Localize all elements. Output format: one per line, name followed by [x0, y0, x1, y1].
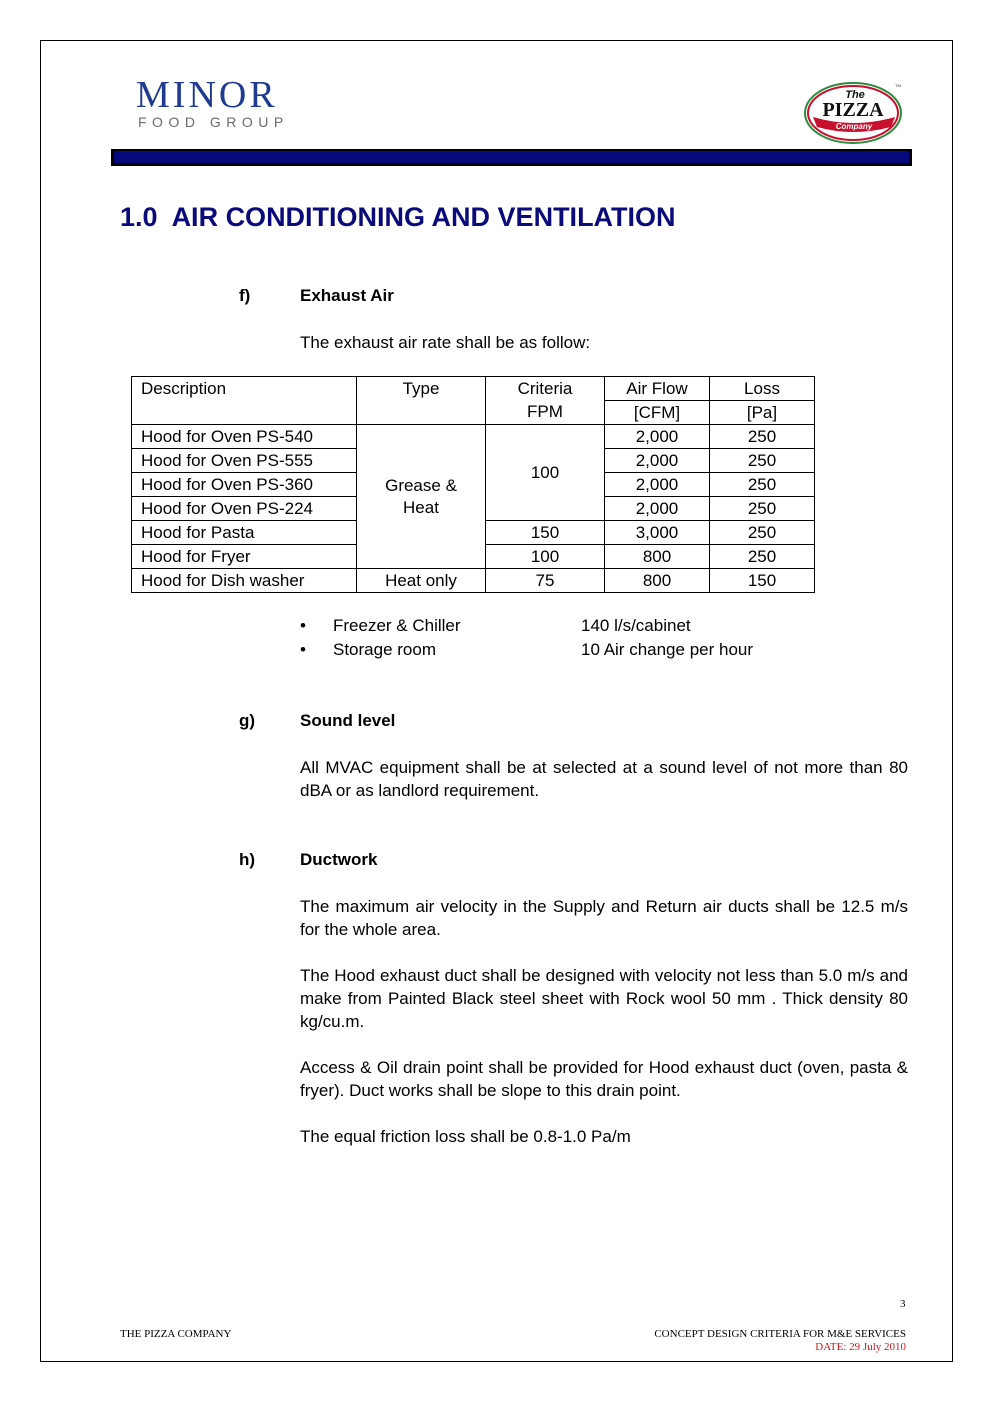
page-border — [40, 40, 953, 1362]
cell-description: Hood for Pasta — [132, 521, 357, 545]
cell-criteria-merged: 100 — [486, 425, 605, 521]
bullet-value: 140 l/s/cabinet — [581, 616, 691, 635]
ductwork-paragraph-3: Access & Oil drain point shall be provided for Hood exhaust duct (oven, pasta & fryer). Duct works shall be slope to this drain point. — [300, 1058, 908, 1100]
header-airflow-unit: [CFM] — [605, 401, 710, 425]
cell-airflow: 800 — [605, 569, 710, 593]
cell-loss: 250 — [710, 545, 815, 569]
cell-criteria: 150 — [486, 521, 605, 545]
ductwork-paragraph-1: The maximum air velocity in the Supply and Return air ducts shall be 12.5 m/s for the whole area. — [300, 897, 908, 939]
exhaust-intro-text: The exhaust air rate shall be as follow: — [300, 333, 591, 352]
header-description-blank — [132, 401, 357, 425]
section-title-text: AIR CONDITIONING AND VENTILATION — [171, 202, 676, 232]
type-line-2: Heat — [403, 497, 439, 517]
cell-airflow: 2,000 — [605, 425, 710, 449]
exhaust-bullet-list — [300, 616, 820, 664]
section-title — [120, 202, 676, 233]
table-header-row-units — [132, 401, 815, 425]
cell-description: Hood for Oven PS-540 — [132, 425, 357, 449]
item-g-letter: g) — [239, 711, 256, 730]
item-h-letter: h) — [239, 850, 256, 869]
cell-description: Hood for Fryer — [132, 545, 357, 569]
ductwork-paragraph-2: The Hood exhaust duct shall be designed with velocity not less than 5.0 m/s and make from Painted Black steel sheet with Rock wool 50 mm . Thick density 80 kg/cu.m. — [300, 966, 908, 1031]
minor-food-group-logo — [136, 76, 289, 130]
pizza-logo-the: The — [845, 89, 865, 101]
list-item — [300, 616, 820, 640]
header-type: Type — [357, 377, 486, 401]
cell-airflow: 800 — [605, 545, 710, 569]
header-description: Description — [132, 377, 357, 401]
header-airflow: Air Flow — [605, 377, 710, 401]
cell-description: Hood for Dish washer — [132, 569, 357, 593]
header-criteria: Criteria — [486, 377, 605, 401]
cell-type-merged — [357, 425, 486, 569]
exhaust-air-table — [131, 376, 815, 593]
cell-criteria: 75 — [486, 569, 605, 593]
page-number: 3 — [900, 1298, 906, 1310]
bullet-value: 10 Air change per hour — [581, 640, 754, 659]
footer-date: DATE: 29 July 2010 — [815, 1341, 906, 1353]
cell-loss: 250 — [710, 497, 815, 521]
sound-level-text: All MVAC equipment shall be at selected at a sound level of not more than 80 dBA or as landlord requirement. — [300, 758, 908, 800]
header-type-blank — [357, 401, 486, 425]
item-g-heading: Sound level — [300, 711, 396, 730]
ductwork-paragraph-4: The equal friction loss shall be 0.8-1.0 Pa/m — [300, 1127, 631, 1146]
cell-description: Hood for Oven PS-224 — [132, 497, 357, 521]
cell-loss: 250 — [710, 449, 815, 473]
cell-loss: 250 — [710, 425, 815, 449]
bullet-icon: • — [300, 640, 306, 659]
cell-airflow: 2,000 — [605, 473, 710, 497]
footer-document-title: CONCEPT DESIGN CRITERIA FOR M&E SERVICES — [654, 1328, 906, 1340]
item-f-heading: Exhaust Air — [300, 286, 394, 305]
bullet-label: Freezer & Chiller — [333, 616, 461, 635]
pizza-logo-pizza: PIZZA — [822, 99, 884, 121]
minor-logo-subtitle: FOOD GROUP — [138, 114, 289, 130]
pizza-company-logo — [803, 79, 905, 145]
cell-airflow: 2,000 — [605, 497, 710, 521]
cell-type: Heat only — [357, 569, 486, 593]
list-item — [300, 640, 820, 664]
item-h-heading: Ductwork — [300, 850, 378, 869]
footer-company: THE PIZZA COMPANY — [120, 1328, 232, 1340]
pizza-logo-company: Company — [835, 122, 873, 131]
cell-airflow: 2,000 — [605, 449, 710, 473]
cell-loss: 150 — [710, 569, 815, 593]
cell-criteria: 100 — [486, 545, 605, 569]
item-f-letter: f) — [239, 286, 251, 305]
header-criteria-unit: FPM — [486, 401, 605, 425]
header-divider-bar — [111, 149, 912, 166]
cell-description: Hood for Oven PS-555 — [132, 449, 357, 473]
table-row — [132, 569, 815, 593]
footer-document-info — [654, 1328, 906, 1354]
trademark-symbol: TM — [895, 83, 901, 88]
header-loss: Loss — [710, 377, 815, 401]
cell-loss: 250 — [710, 521, 815, 545]
cell-loss: 250 — [710, 473, 815, 497]
table-header-row — [132, 377, 815, 401]
bullet-icon: • — [300, 616, 306, 635]
type-line-1: Grease & — [385, 475, 457, 495]
table-row — [132, 425, 815, 449]
cell-description: Hood for Oven PS-360 — [132, 473, 357, 497]
minor-logo-name: MINOR — [136, 74, 278, 116]
section-number: 1.0 — [120, 202, 158, 232]
bullet-label: Storage room — [333, 640, 436, 659]
header-loss-unit: [Pa] — [710, 401, 815, 425]
cell-airflow: 3,000 — [605, 521, 710, 545]
